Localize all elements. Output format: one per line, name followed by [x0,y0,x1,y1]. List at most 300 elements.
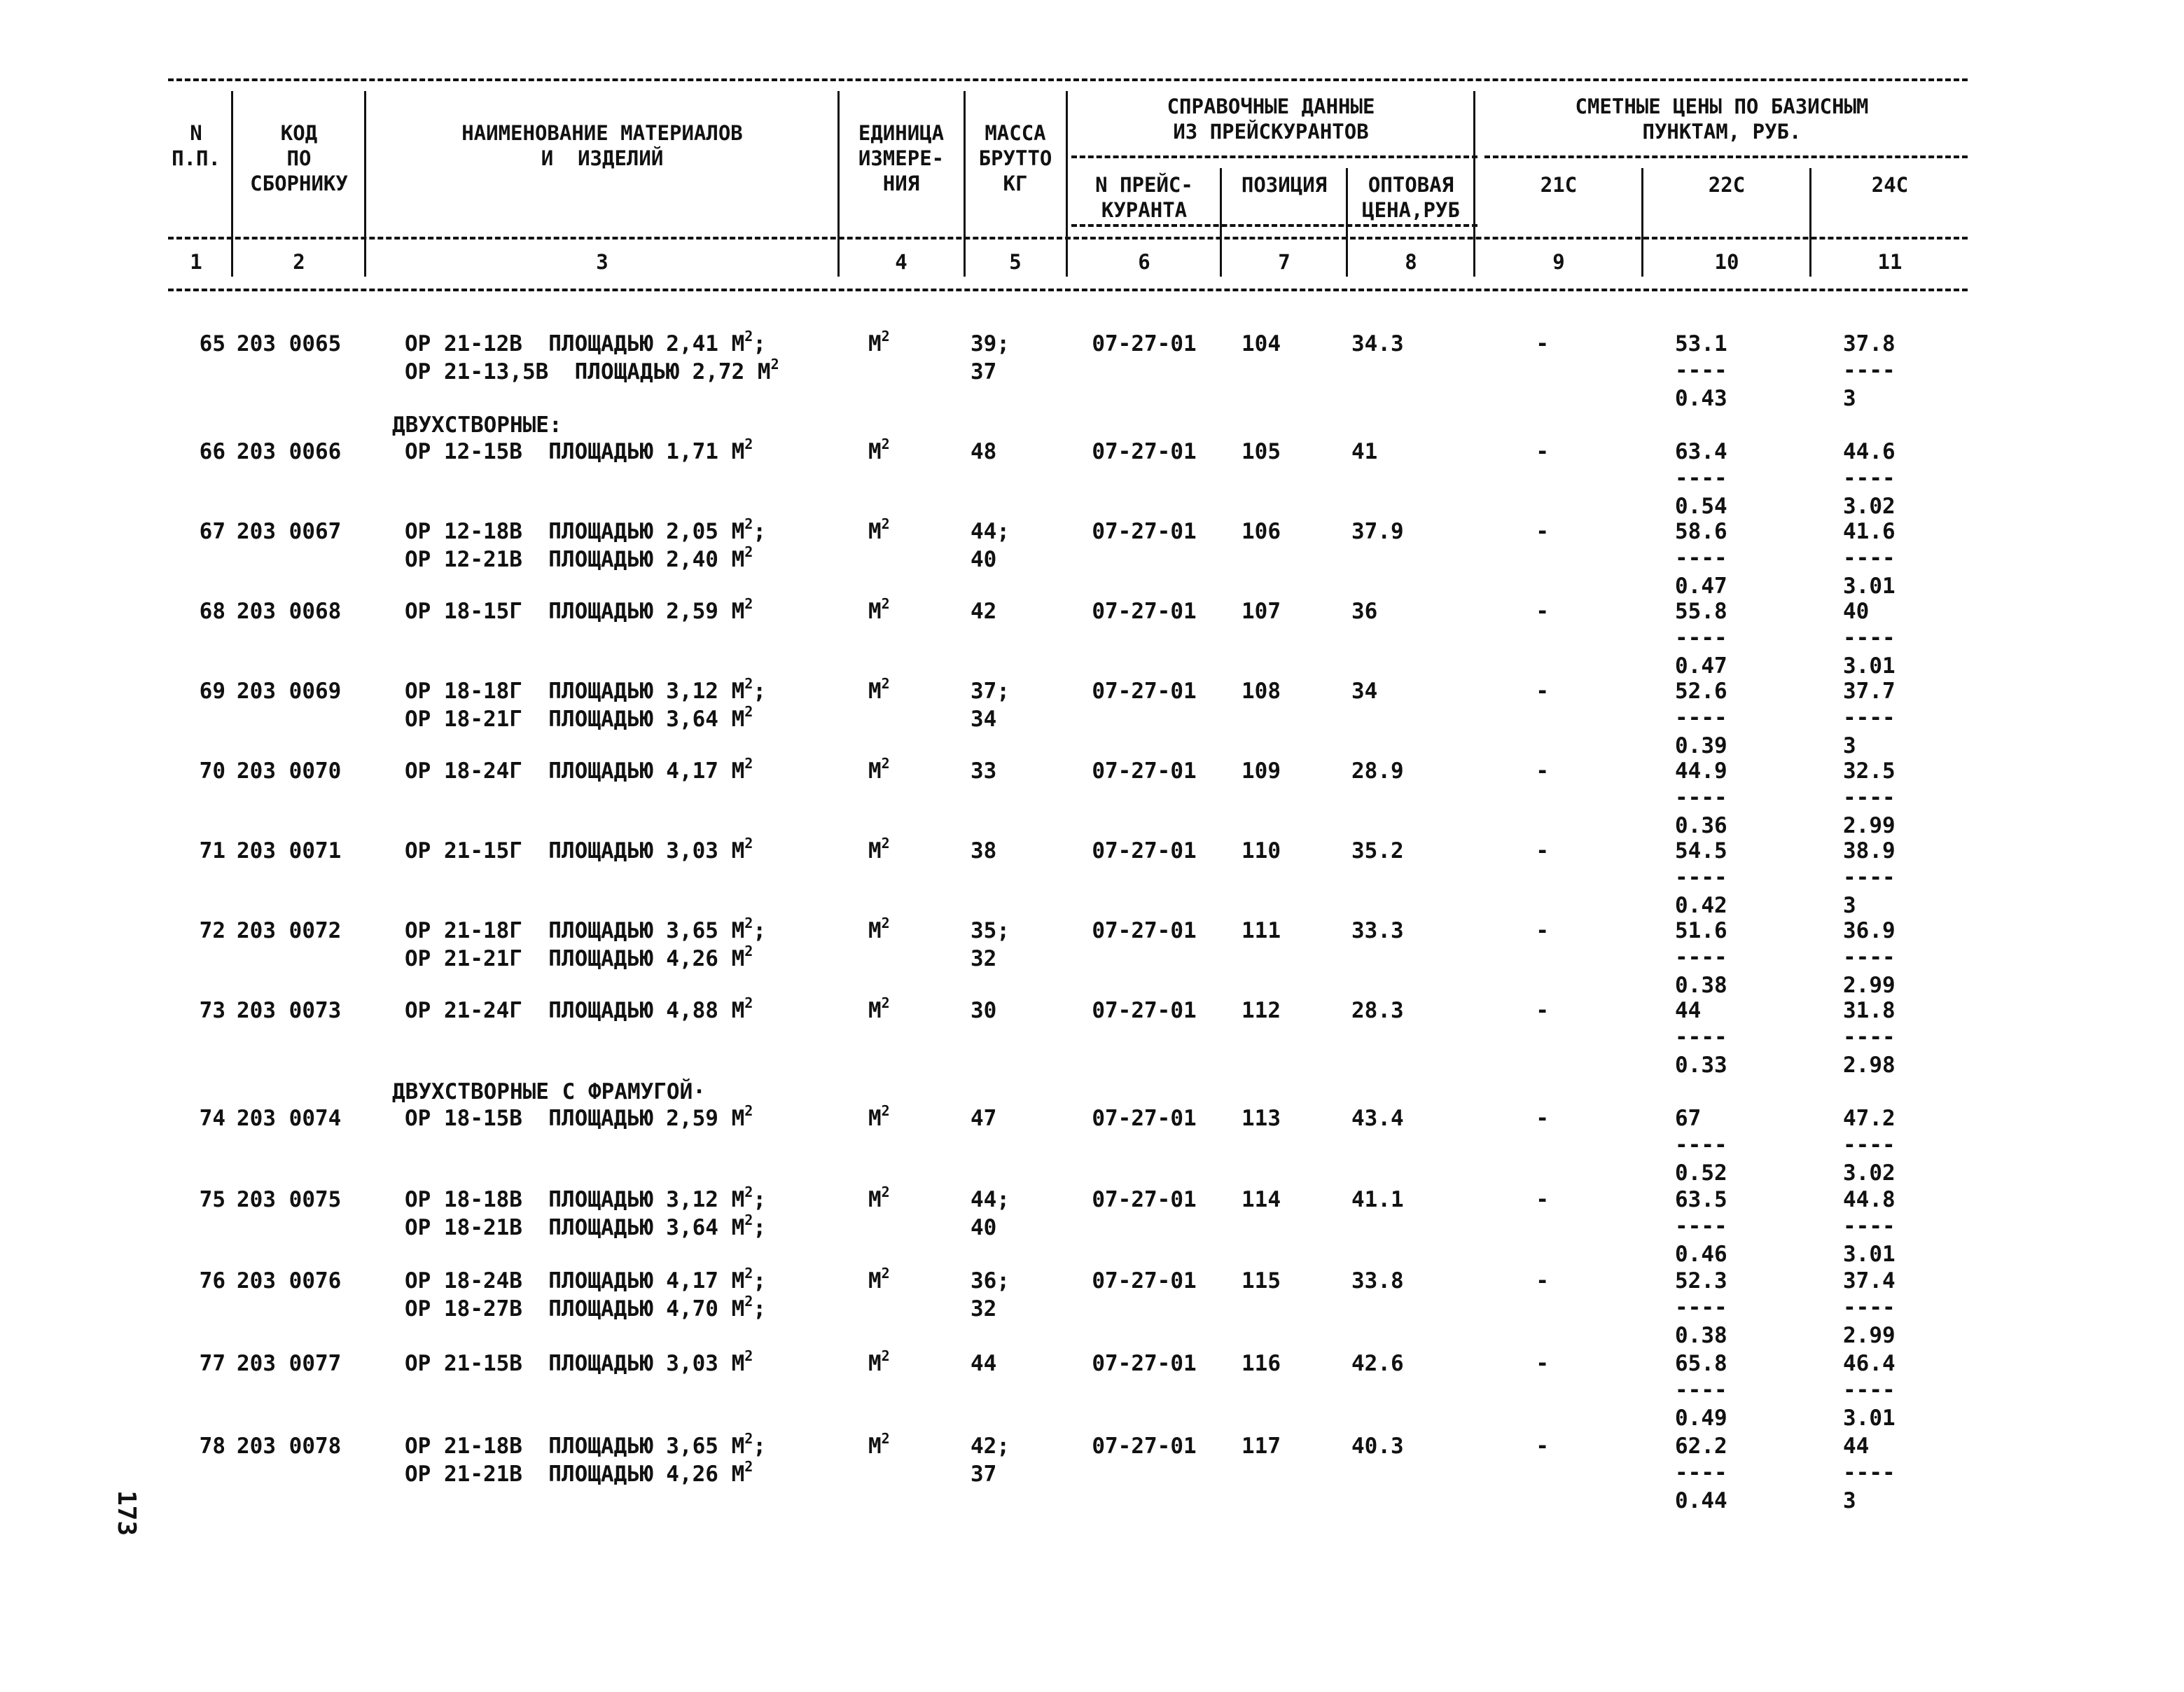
row-code: 203 0066 [237,439,342,464]
unit-text: М [868,679,882,704]
row-price-24c: 37.8 [1843,331,1896,356]
row-name-line [405,438,797,465]
row-pricelist: 07-27-01 [1092,519,1197,544]
column-number: 6 [1138,250,1150,274]
row-pricelist: 07-27-01 [1092,439,1197,464]
row-price-24c-coefficient: 3 [1843,733,1856,758]
price-separator: ---- [1843,1132,1896,1158]
area-unit-superscript: 2 [881,994,890,1011]
row-code: 203 0078 [237,1434,342,1459]
header-col7: ПОЗИЦИЯ [1241,173,1328,197]
row-position: 114 [1241,1187,1281,1212]
price-separator: ---- [1675,1295,1727,1320]
row-mass: 44; [971,519,1010,544]
column-number: 3 [596,250,608,274]
row-mass: 40 [971,1215,997,1240]
price-separator: ---- [1843,625,1896,651]
row-wholesale: 41.1 [1351,1187,1404,1212]
header-col4: ЕДИНИЦА ИЗМЕРЕ- НИЯ [858,121,945,195]
row-name-separator: ; [753,679,766,704]
row-price-24c: 38.9 [1843,838,1896,864]
row-name-separator: ; [753,1215,766,1240]
row-name-text: ОР 18-24Г ПЛОЩАДЬЮ 4,17 М [405,758,745,784]
row-position: 107 [1241,599,1281,624]
row-number: 73 [199,998,225,1023]
row-unit [868,675,952,705]
row-price-22c-coefficient: 0.46 [1675,1242,1727,1267]
row-code: 203 0067 [237,519,342,544]
unit-text: М [868,1187,882,1212]
row-position: 113 [1241,1106,1281,1131]
row-price-22c-coefficient: 0.38 [1675,1323,1727,1348]
row-position: 112 [1241,998,1281,1023]
unit-text: М [868,439,882,464]
row-pricelist: 07-27-01 [1092,1351,1197,1376]
area-unit-superscript: 2 [744,1102,753,1119]
row-21c: - [1536,1187,1549,1212]
area-unit-superscript: 2 [881,328,890,345]
row-21c: - [1536,331,1549,356]
row-21c: - [1536,998,1549,1023]
row-name-text: ОР 18-24В ПЛОЩАДЬЮ 4,17 М [405,1268,745,1294]
row-wholesale: 37.9 [1351,519,1404,544]
row-mass: 37; [971,679,1010,704]
row-name-separator: ; [753,918,766,943]
area-unit-superscript: 2 [770,356,779,373]
row-wholesale: 28.9 [1351,758,1404,784]
row-price-22c: 65.8 [1675,1351,1727,1376]
price-separator: ---- [1843,358,1896,383]
price-separator: ---- [1675,358,1727,383]
column-number: 7 [1278,250,1291,274]
area-unit-superscript: 2 [881,1430,890,1447]
row-name-line [405,994,797,1024]
row-price-24c: 37.7 [1843,679,1896,704]
row-price-24c-coefficient: 3.01 [1843,653,1896,679]
header-col6: N ПРЕЙС- КУРАНТА [1095,173,1193,222]
area-unit-superscript: 2 [881,1265,890,1282]
row-name-text: ОР 18-21Г ПЛОЩАДЬЮ 3,64 М [405,707,745,732]
column-number: 5 [1009,250,1022,274]
header-col5: МАССА БРУТТО КГ [978,121,1052,195]
row-21c: - [1536,679,1549,704]
col-divider [1066,91,1068,277]
row-price-22c-coefficient: 0.47 [1675,574,1727,599]
row-unit [868,328,952,357]
row-price-22c: 52.3 [1675,1268,1727,1294]
area-unit-superscript: 2 [744,1347,753,1364]
row-price-24c-coefficient: 3 [1843,1488,1856,1513]
row-position: 104 [1241,331,1281,356]
row-number: 65 [199,331,225,356]
row-code: 203 0074 [237,1106,342,1131]
area-unit-superscript: 2 [744,703,753,720]
col-divider [231,91,233,277]
row-mass: 48 [971,439,997,464]
row-name-line [405,917,797,944]
row-name-line [405,1293,797,1322]
row-name-text: ОР 12-21В ПЛОЩАДЬЮ 2,40 М [405,547,745,572]
row-number: 71 [199,838,225,864]
row-price-22c-coefficient: 0.43 [1675,386,1727,411]
row-name-line [405,1214,797,1241]
row-price-22c: 52.6 [1675,679,1727,704]
row-wholesale: 33.8 [1351,1268,1404,1294]
header-group2: СМЕТНЫЕ ЦЕНЫ ПО БАЗИСНЫМ ПУНКТАМ, РУБ. [1575,95,1869,144]
row-name-separator: ; [753,1296,766,1322]
row-position: 105 [1241,439,1281,464]
price-separator: ---- [1675,945,1727,970]
price-separator: ---- [1843,705,1896,730]
price-separator: ---- [1675,546,1727,571]
price-separator: ---- [1675,705,1727,730]
column-number: 9 [1552,250,1565,274]
price-separator: ---- [1843,785,1896,810]
price-separator: ---- [1675,1460,1727,1485]
row-code: 203 0076 [237,1268,342,1294]
price-separator: ---- [1675,466,1727,491]
section-heading: ДВУХСТВОРНЫЕ: [392,412,562,438]
row-name-line [405,1186,797,1213]
row-mass: 38 [971,838,997,864]
row-price-22c-coefficient: 0.39 [1675,733,1727,758]
unit-text: М [868,758,882,784]
row-mass: 34 [971,707,997,732]
area-unit-superscript: 2 [744,1212,753,1228]
row-wholesale: 42.6 [1351,1351,1404,1376]
row-unit [868,1347,952,1377]
row-unit [868,835,952,864]
price-separator: ---- [1675,625,1727,651]
row-name-text: ОР 21-15Г ПЛОЩАДЬЮ 3,03 М [405,838,745,864]
row-price-22c: 51.6 [1675,918,1727,943]
area-unit-superscript: 2 [881,675,890,692]
row-price-22c-coefficient: 0.38 [1675,973,1727,998]
row-name-line [405,595,797,625]
row-price-24c-coefficient: 2.98 [1843,1053,1896,1078]
area-unit-superscript: 2 [881,755,890,772]
row-price-22c: 67 [1675,1106,1702,1131]
row-name-text: ОР 18-18Г ПЛОЩАДЬЮ 3,12 М [405,679,745,704]
col-divider [364,91,366,277]
row-name-separator: ; [753,1268,766,1294]
price-separator: ---- [1843,1378,1896,1403]
row-code: 203 0072 [237,918,342,943]
price-separator: ---- [1675,785,1727,810]
area-unit-superscript: 2 [881,436,890,452]
row-21c: - [1536,519,1549,544]
price-separator: ---- [1675,1378,1727,1403]
row-name-text: ОР 18-18В ПЛОЩАДЬЮ 3,12 М [405,1187,745,1212]
row-mass: 30 [971,998,997,1023]
row-unit [868,994,952,1024]
row-unit [868,595,952,625]
col-divider [1220,168,1222,277]
row-unit [868,1430,952,1459]
row-name-text: ОР 21-21Г ПЛОЩАДЬЮ 4,26 М [405,946,745,971]
row-number: 68 [199,599,225,624]
row-price-24c-coefficient: 3.01 [1843,1242,1896,1267]
section-heading: ДВУХСТВОРНЫЕ С ФРАМУГОЙ· [392,1079,706,1104]
unit-text: М [868,1434,882,1459]
row-price-24c-coefficient: 3 [1843,386,1856,411]
price-separator: ---- [1843,466,1896,491]
row-name-separator: ; [753,1187,766,1212]
row-mass: 32 [971,1296,997,1322]
area-unit-superscript: 2 [744,543,753,560]
row-price-22c-coefficient: 0.42 [1675,893,1727,918]
area-unit-superscript: 2 [744,1458,753,1475]
row-code: 203 0077 [237,1351,342,1376]
area-unit-superscript: 2 [744,1293,753,1310]
row-21c: - [1536,1434,1549,1459]
row-mass: 33 [971,758,997,784]
row-name-line [405,835,797,864]
row-price-24c: 32.5 [1843,758,1896,784]
row-code: 203 0073 [237,998,342,1023]
row-pricelist: 07-27-01 [1092,1187,1197,1212]
area-unit-superscript: 2 [744,943,753,959]
row-code: 203 0068 [237,599,342,624]
row-unit [868,515,952,545]
row-pricelist: 07-27-01 [1092,918,1197,943]
row-wholesale: 41 [1351,439,1378,464]
area-unit-superscript: 2 [744,328,753,345]
row-pricelist: 07-27-01 [1092,1106,1197,1131]
header-bottom-rule [168,289,1968,291]
row-price-24c: 44.6 [1843,439,1896,464]
row-mass: 37 [971,1462,997,1487]
row-name-text: ОР 21-12В ПЛОЩАДЬЮ 2,41 М [405,331,745,356]
header-col8: ОПТОВАЯ ЦЕНА,РУБ [1362,173,1460,222]
row-name-line [405,328,797,357]
header-group1: СПРАВОЧНЫЕ ДАННЫЕ ИЗ ПРЕЙСКУРАНТОВ [1167,95,1375,144]
row-position: 110 [1241,838,1281,864]
row-name-text: ОР 12-18В ПЛОЩАДЬЮ 2,05 М [405,519,745,544]
area-unit-superscript: 2 [744,915,753,931]
row-price-22c: 55.8 [1675,599,1727,624]
row-mass: 37 [971,359,997,384]
group2-underline [1484,155,1968,158]
unit-text: М [868,331,882,356]
area-unit-superscript: 2 [744,436,753,452]
row-code: 203 0065 [237,331,342,356]
row-name-separator: ; [753,519,766,544]
header-col1: N П.П. [172,121,221,170]
area-unit-superscript: 2 [881,1347,890,1364]
row-price-22c: 63.4 [1675,439,1727,464]
row-position: 116 [1241,1351,1281,1376]
price-separator: ---- [1843,1214,1896,1239]
row-number: 67 [199,519,225,544]
row-name-text: ОР 21-15В ПЛОЩАДЬЮ 3,03 М [405,1351,745,1376]
row-price-24c: 47.2 [1843,1106,1896,1131]
row-price-22c-coefficient: 0.44 [1675,1488,1727,1513]
row-mass: 32 [971,946,997,971]
row-wholesale: 33.3 [1351,918,1404,943]
row-wholesale: 40.3 [1351,1434,1404,1459]
row-mass: 36; [971,1268,1010,1294]
area-unit-superscript: 2 [744,515,753,532]
row-21c: - [1536,918,1549,943]
row-unit [868,1102,952,1132]
row-pricelist: 07-27-01 [1092,838,1197,864]
header-mid-rule [168,237,1968,240]
row-name-line [405,703,797,733]
column-number: 11 [1877,250,1903,274]
row-unit [868,755,952,784]
row-mass: 35; [971,918,1010,943]
row-wholesale: 34 [1351,679,1378,704]
row-name-line [405,543,797,573]
row-name-text: ОР 18-15В ПЛОЩАДЬЮ 2,59 М [405,1106,745,1131]
row-name-line [405,1458,797,1488]
row-name-text: ОР 21-21В ПЛОЩАДЬЮ 4,26 М [405,1462,745,1487]
row-21c: - [1536,439,1549,464]
area-unit-superscript: 2 [744,994,753,1011]
row-price-22c-coefficient: 0.36 [1675,813,1727,838]
col-divider [1473,91,1475,277]
row-21c: - [1536,599,1549,624]
price-separator: ---- [1843,1025,1896,1050]
area-unit-superscript: 2 [881,915,890,931]
row-name-line [405,1430,797,1459]
row-name-line [405,356,797,385]
column-number: 2 [293,250,305,274]
header-col10: 22С [1708,173,1746,197]
row-price-24c: 40 [1843,599,1870,624]
row-code: 203 0069 [237,679,342,704]
row-unit [868,438,952,465]
row-mass: 44 [971,1351,997,1376]
row-name-text: ОР 21-13,5В ПЛОЩАДЬЮ 2,72 М [405,359,771,384]
unit-text: М [868,918,882,943]
row-number: 72 [199,918,225,943]
row-position: 108 [1241,679,1281,704]
area-unit-superscript: 2 [744,595,753,612]
row-pricelist: 07-27-01 [1092,1268,1197,1294]
row-price-24c-coefficient: 2.99 [1843,813,1896,838]
row-21c: - [1536,1351,1549,1376]
area-unit-superscript: 2 [744,835,753,852]
row-price-22c: 44 [1675,998,1702,1023]
row-mass: 47 [971,1106,997,1131]
row-price-24c: 44 [1843,1434,1870,1459]
row-name-line [405,1102,797,1132]
col-divider [1346,168,1348,277]
row-name-text: ОР 18-15Г ПЛОЩАДЬЮ 2,59 М [405,599,745,624]
row-position: 106 [1241,519,1281,544]
row-number: 75 [199,1187,225,1212]
row-wholesale: 35.2 [1351,838,1404,864]
row-number: 74 [199,1106,225,1131]
row-name-line [405,755,797,784]
group1-underline [1071,155,1477,158]
row-price-24c: 44.8 [1843,1187,1896,1212]
row-name-text: ОР 21-18Г ПЛОЩАДЬЮ 3,65 М [405,918,745,943]
row-wholesale: 43.4 [1351,1106,1404,1131]
row-mass: 42 [971,599,997,624]
row-name-line [405,675,797,705]
row-name-line [405,1347,797,1377]
header-col9: 21С [1540,173,1578,197]
row-price-22c: 44.9 [1675,758,1727,784]
row-price-24c: 31.8 [1843,998,1896,1023]
row-price-24c-coefficient: 2.99 [1843,973,1896,998]
unit-text: М [868,998,882,1023]
area-unit-superscript: 2 [881,595,890,612]
row-position: 109 [1241,758,1281,784]
row-pricelist: 07-27-01 [1092,758,1197,784]
unit-text: М [868,838,882,864]
row-price-22c: 62.2 [1675,1434,1727,1459]
row-name-line [405,945,797,972]
row-mass: 40 [971,547,997,572]
row-pricelist: 07-27-01 [1092,1434,1197,1459]
price-separator: ---- [1843,865,1896,890]
row-name-text: ОР 21-24Г ПЛОЩАДЬЮ 4,88 М [405,998,745,1023]
col678-underline [1071,224,1477,227]
row-number: 78 [199,1434,225,1459]
row-mass: 44; [971,1187,1010,1212]
row-21c: - [1536,758,1549,784]
row-name-line [405,515,797,545]
row-price-24c-coefficient: 3 [1843,893,1856,918]
row-price-22c: 63.5 [1675,1187,1727,1212]
row-price-22c-coefficient: 0.33 [1675,1053,1727,1078]
unit-text: М [868,1106,882,1131]
row-pricelist: 07-27-01 [1092,331,1197,356]
row-price-22c: 54.5 [1675,838,1727,864]
price-separator: ---- [1843,945,1896,970]
area-unit-superscript: 2 [744,1265,753,1282]
row-unit [868,1186,952,1213]
price-separator: ---- [1843,1295,1896,1320]
column-number: 4 [895,250,907,274]
unit-text: М [868,599,882,624]
area-unit-superscript: 2 [881,515,890,532]
area-unit-superscript: 2 [881,835,890,852]
row-name-separator: ; [753,1434,766,1459]
row-price-24c-coefficient: 3.02 [1843,1160,1896,1186]
row-number: 66 [199,439,225,464]
column-number: 1 [190,250,202,274]
area-unit-superscript: 2 [881,1184,890,1200]
row-21c: - [1536,1268,1549,1294]
area-unit-superscript: 2 [744,1184,753,1200]
row-number: 77 [199,1351,225,1376]
col-divider [1809,168,1811,277]
row-name-text: ОР 21-18В ПЛОЩАДЬЮ 3,65 М [405,1434,745,1459]
row-name-text: ОР 18-27В ПЛОЩАДЬЮ 4,70 М [405,1296,745,1322]
unit-text: М [868,1268,882,1294]
header-col11: 24С [1871,173,1909,197]
area-unit-superscript: 2 [744,1430,753,1447]
row-pricelist: 07-27-01 [1092,599,1197,624]
row-price-22c-coefficient: 0.52 [1675,1160,1727,1186]
row-21c: - [1536,838,1549,864]
column-number: 10 [1714,250,1739,274]
row-position: 111 [1241,918,1281,943]
row-position: 117 [1241,1434,1281,1459]
row-code: 203 0075 [237,1187,342,1212]
row-price-22c-coefficient: 0.54 [1675,494,1727,519]
price-separator: ---- [1843,546,1896,571]
row-mass: 39; [971,331,1010,356]
row-price-22c: 58.6 [1675,519,1727,544]
header-top-rule [168,78,1968,81]
row-pricelist: 07-27-01 [1092,679,1197,704]
